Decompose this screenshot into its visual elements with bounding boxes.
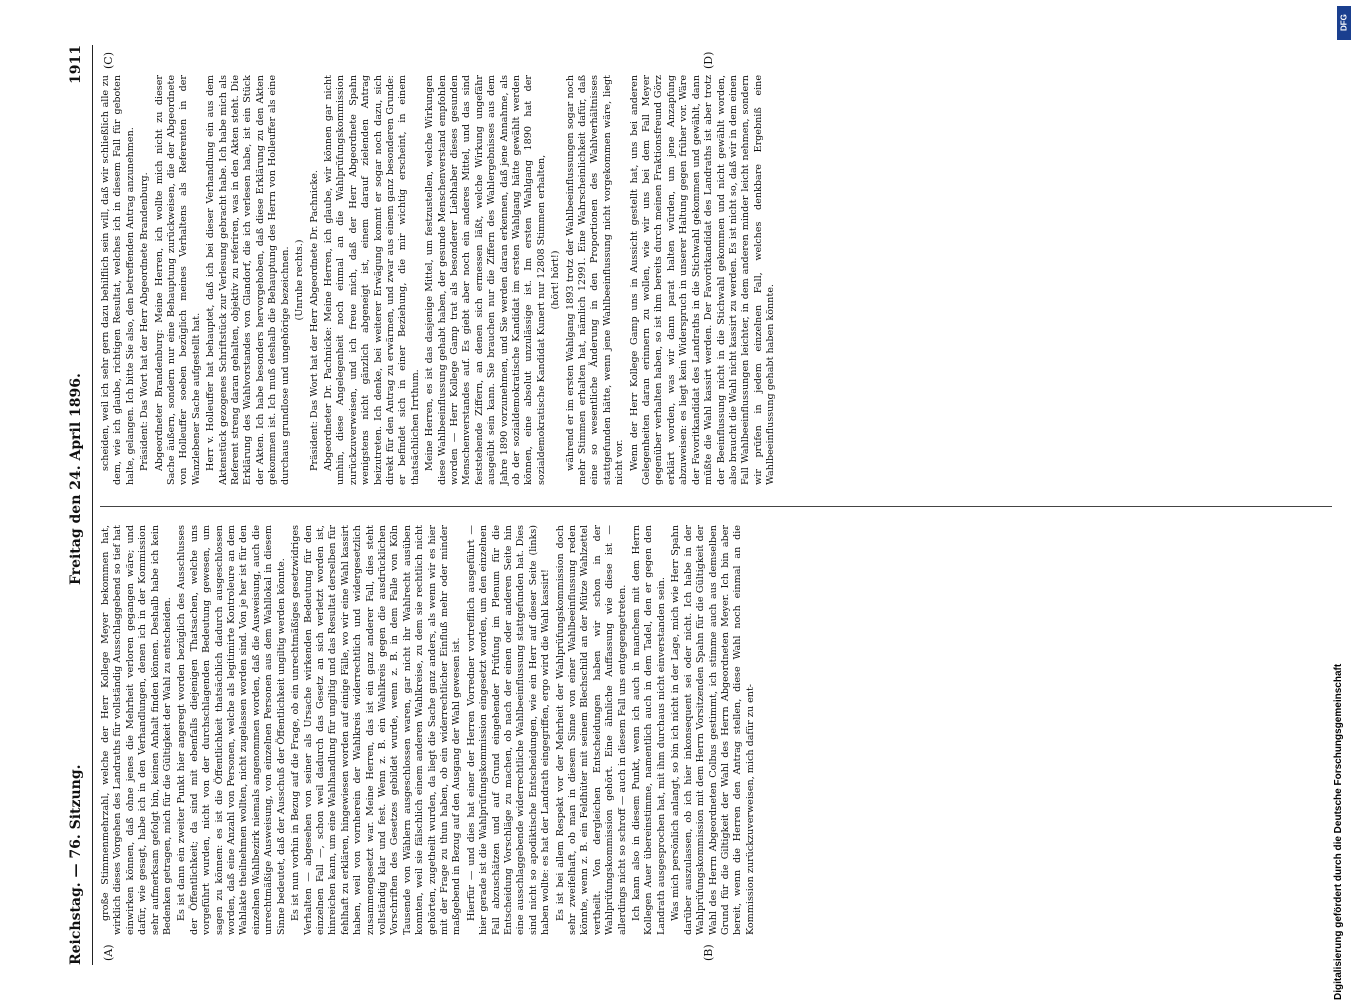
digitization-caption: Digitalisierung gefördert durch die Deutsche Forschungsgemeinschaft <box>1333 663 1344 1000</box>
paragraph: Ich kann also in diesem Punkt, wenn ich auch in manchem mit dem Herrn Kollegen Auer übereinstimme, namentlich auch in dem Tadel, den er gegen den Landrath ausgesprochen hat, mit ihm durchaus nicht einverstanden sein. <box>631 525 667 935</box>
dfg-logo: DFG <box>1337 6 1351 40</box>
header-date: Freitag den 24. April 1896. <box>68 373 84 585</box>
paragraph: Meine Herren, es ist das dasjenige Mittel, um festzustellen, welche Wirkungen diese Wahlbeeinflussung gehabt haben, der gesunde Menschenverstand empfohlen worden — Herr Kollege Gamp trat als besonderer Liebhaber dieses gesunden Menschenverstandes auf. Es giebt aber noch ein anderes Mittel, und das sind feststehende Ziffern, an denen sich ermessen läßt, welche Wirkung ungefähr ausgeübt sein kann. Sie brauchen nur die Ziffern des Wahlergebnisses aus dem Jahre 1890 vorzunehmen, und Sie werden daran erkennen, daß jene Annahme, als ob der sozialdemokratische Kandidat im ersten Wahlgang hätte gewählt werden können, eine absolut unzulässige ist. Im ersten Wahlgang 1890 hat der sozialdemokratische Kandidat Kunert nur 12808 Stimmen erhalten, <box>424 75 547 485</box>
paragraph: während er im ersten Wahlgang 1893 trotz der Wahlbeeinflussungen sogar noch mehr Stimmen erhalten hat, nämlich 12991. Eine Wahrscheinlichkeit dafür, daß eine so wesentliche Änderung in den Proportionen des Wahlverhältnisses stattgefunden hätte, wenn jene Wahlbeeinflussung nicht vorgekommen wäre, liegt nicht vor. <box>564 75 626 485</box>
right-column <box>100 75 1332 485</box>
page-number: 1911 <box>68 45 84 84</box>
margin-marker-a: (A) <box>102 944 115 961</box>
side-caption-strip <box>1331 0 1349 1000</box>
left-column <box>100 525 1332 935</box>
paragraph: Wenn der Herr Kollege Gamp uns in Aussicht gestellt hat, uns bei anderen Gelegenheiten daran erinnern zu wollen, wie wir uns bei dem Fall Meyer gegenüber verhalten haben, so ist ihm bereits durch meinen Fraktionsfreund Görz erklärt worden, was wir dann parat halten würden, um jene Anzapfung abzuweisen: es liegt kein Widerspruch in unserer Haltung gegen früher vor. Wäre der Favoritkandidat des Landraths in die Stichwahl gekommen und gewählt, dann müßte die Wahl kassirt werden. Der Favoritkandidat des Landraths ist aber trotz der Beeinflussung nicht in die Stichwahl gekommen und nicht gewählt worden, also braucht die Wahl nicht kassirt zu werden. Es ist nicht so, daß wir in dem einen Fall Wahlbeeinflussungen leichter, in dem anderen minder leicht nehmen, sondern wir prüfen in jedem einzelnen Fall, welches denkbare Ergebniß eine Wahlbeeinflussung gehabt haben könnte. <box>628 75 777 485</box>
interjection: (hört! hört!) <box>550 250 562 310</box>
paragraph: scheiden, weil ich sehr gern dazu behilflich sein will, daß wir schließlich alle zu dem, wie ich glaube, richtigen Resultat, welches ich in diesem Fall für geboten halte, gelangen. Ich bitte Sie also, den betreffenden Antrag anzunehmen. <box>100 75 136 485</box>
paragraph: Hierfür — und dies hat einer der Herren Vorredner vortrefflich ausgeführt — hier gerade ist die Wahlprüfungskommission eingesetzt worden, um den einzelnen Fall abzuschätzen und auf Grund eingehender Prüfung im Plenum für die Entscheidung Vorschläge zu machen, ob nach der einen oder anderen Seite hin eine ausschlaggebende widerrechtliche Wahlbeeinflussung stattgefunden hat. Dies sind nicht so apodiktische Entscheidungen, wie ein Herr auf dieser Seite (links) haben wollte: es hat der Landrath eingegriffen, ergo wird die Wahl kassirt! <box>465 525 552 935</box>
margin-marker-c: (C) <box>102 52 115 69</box>
header-rule <box>92 45 93 965</box>
header-session: Reichstag. — 76. Sitzung. <box>68 764 84 965</box>
paragraph: Herr v. Holleuffer hat behauptet, daß ich bei dieser Verhandlung ein aus dem Aktenstück gezogenes Schriftstück zur Verlesung gebracht habe. Ich habe mich als Referent streng daran gehalten, objektiv zu referiren, was in den Akten steht. Die Erklärung des Wahlvorstandes von Glandorf, die ich verlesen habe, ist ein Stück der Akten. Ich habe besonders hervorgehoben, daß diese Erklärung zu den Akten gekommen ist. Ich muß deshalb die Behauptung des Herrn von Holleuffer als eine durchaus grundlose und ungehörige bezeichnen. <box>205 75 291 485</box>
page-header <box>62 45 92 965</box>
margin-marker-b: (B) <box>702 944 715 961</box>
paragraph: Abgeordneter Dr. Pachnicke: Meine Herren, ich glaube, wir können gar nicht umhin, diese Angelegenheit noch einmal an die Wahlprüfungskommission zurückzuverweisen, und ich freue mich, daß der Herr Abgeordnete Spahn wenigstens nicht gänzlich abgeneigt ist, einem darauf zielenden Antrag beizutreten. Ich denke, bei weiterer Erwägung kommt er sogar noch dazu, sich direkt für den Antrag zu erwärmen, und zwar aus einem ganz besonderen Grunde: er befindet sich in einer Beziehung, die mir wichtig erscheint, in einem thatsächlichen Irrthum. <box>322 75 421 485</box>
paragraph: Es ist nun vorhin in Bezug auf die Frage, ob ein unrechtmäßiges gesetzwidriges Verhalten — abgesehen von seiner als Ursache wirkenden Bedeutung für den einzelnen Fall —, schon weil dadurch das Gesetz an sich verletzt worden ist, hinreichen kann, um eine Wahlhandlung für ungiltig und das Resultat derselben für fehlhaft zu erklären, hingewiesen worden auf einige Fälle, wo wir eine Wahl kassirt haben, weil von vornherein der Wahlkreis widerrechtlich und widergesetzlich zusammengesetzt war. Meine Herren, das ist ein ganz anderer Fall, dies steht vollständig klar und fest. Wenn z. B. ein Wahlkreis gegen die ausdrücklichen Vorschriften des Gesetzes gebildet wurde, wenn z. B. in dem Falle von Köln Tausende von Wählern ausgeschlossen waren, gar nicht ihr Wahlrecht ausüben konnten, weil sie fälschlich einem anderen Wahlkreise, zu dem sie rechtlich nicht gehörten, zugetheilt wurden, da liegt die Sache ganz anders, als wenn wir es hier mit der Frage zu thun haben, ob ein widerrechtlicher Einfluß mehr oder minder maßgebend in Bezug auf den Ausgang der Wahl gewesen ist. <box>290 525 463 935</box>
paragraph: große Stimmenmehrzahl, welche der Herr Kollege Meyer bekommen hat, wirklich dieses Vorgehen des Landraths für vollständig Ausschlaggebend so tief hat einwirken können, daß ohne jenes die Mehrheit verloren gegangen wäre; und dafür, wie gesagt, habe ich in den Verhandlungen, denen ich in der Kommission sehr aufmerksam gefolgt bin, keinen Anhalt finden können. Deshalb habe ich kein Bedenken getragen, mich für die Gültigkeit der Wahl zu entscheiden. <box>100 525 174 935</box>
paragraph: Es ist dann ein zweiter Punkt hier angeregt worden bezüglich des Ausschlusses der Öffentlichkeit; da sind mit ebenfalls diejenigen Thatsachen, welche uns vorgeführt wurden, nicht von der durchschlagenden Bedeutung gewesen, um sagen zu können: es ist die Öffentlichkeit thatsächlich dadurch ausgeschlossen worden, daß eine Anzahl von Personen, welche als legitimirte Kontroleure an dem Wahlakte theilnehmen wollten, nicht zugelassen worden sind. Von je her ist für den einzelnen Wahlbezirk niemals angenommen worden, daß die Ausweisung, auch die unrechtmäßige Ausweisung, von einzelnen Personen aus dem Wahllokal in diesem Sinne bedeutet, daß der Ausschuß der Öffentlichkeit ungiltig werden könnte. <box>176 525 287 935</box>
paragraph: Präsident: Das Wort hat der Herr Abgeordnete Dr. Pachnicke. <box>308 170 320 471</box>
paragraph: Präsident: Das Wort hat der Herr Abgeordnete Brandenburg. <box>139 172 151 471</box>
paragraph: Abgeordneter Brandenburg: Meine Herren, ich wollte mich nicht zu dieser Sache äußern, sondern nur eine Behauptung zurückweisen, die der Abgeordnete von Holleuffer soeben bezüglich meines Verhaltens als Referenten in der Wanzlebener Sache aufgestellt hat. <box>153 75 202 485</box>
margin-marker-d: (D) <box>702 51 715 69</box>
interjection: (Unruhe rechts.) <box>294 239 306 321</box>
paragraph: Es ist bei allem Respekt vor der Mehrheit der Wahlprüfungskommission doch sehr zweifelhaft, ob man in diesem Sinne von einer Wahlbeeinflussung reden könnte, wenn z. B. ein Feldhüter mit seinem Blechschild an der Mütze Wahlzettel vertheilt. Von dergleichen Entscheidungen haben wir schon in der Wahlprüfungskommission gehört. Eine ähnliche Auffassung wie diese ist — allerdings nicht so schroff — auch in diesem Fall uns entgegengetreten. <box>554 525 628 935</box>
rotated-page-content <box>62 45 1332 965</box>
paragraph: Was mich persönlich anlangt, so bin ich nicht in der Lage, mich wie Herr Spahn darüber auszulassen, ob ich hier inkonsequent sei oder nicht. Ich habe in der Wahlprüfungskommission mit dem Herrn Vorsitzenden Spahn für die Gültigkeit der Wahl des Herrn Abgeordneten Colbus gestimmt, ich stimme auch aus demselben Grund für die Giltigkeit der Wahl des Herrn Abgeordneten Meyer. Ich bin aber bereit, wenn die Herren den Antrag stellen, diese Wahl noch einmal an die Kommission zurückzuverweisen, mich dafür zu ent- <box>670 525 756 935</box>
column-divider <box>100 506 1332 507</box>
